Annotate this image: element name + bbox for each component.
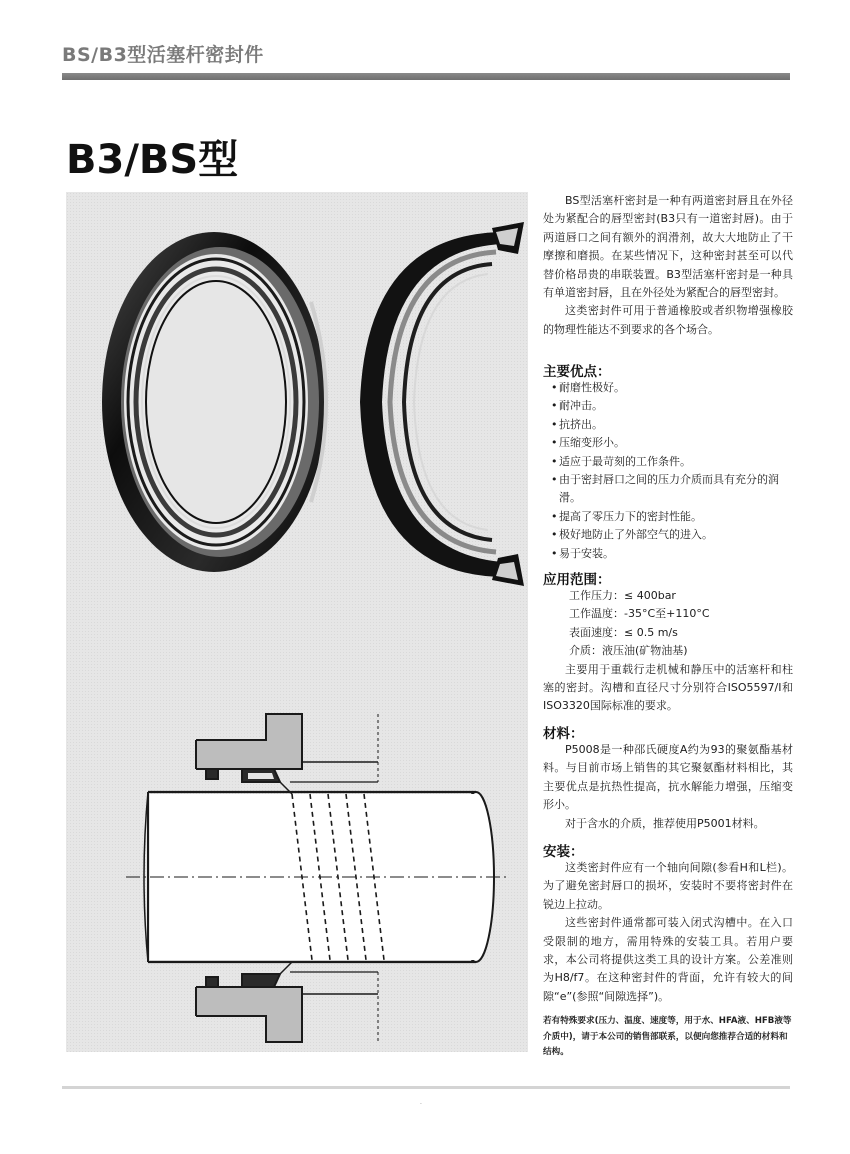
material-paragraph-2: 对于含水的介质，推荐使用P5001材料。 xyxy=(565,816,765,830)
installation-heading: 安装： xyxy=(543,844,584,860)
intro-paragraph-1: BS型活塞杆密封是一种有两道密封唇且在外径处为紧配合的唇型密封(B3只有一道密封唇)。由于两道唇口之间有额外的润滑剂，故大大地防止了干摩擦和磨损。在某些情况下，这种密封甚至可以代替价格昂贵的串联装置。B3型活塞杆密封是一种具有单道密封唇，且在外径处为紧配合的唇型密封。 xyxy=(543,194,793,300)
application-heading: 应用范围： xyxy=(543,572,611,588)
material-heading: 材料： xyxy=(543,726,584,742)
intro-paragraph-2: 这类密封件可用于普通橡胶或者织物增强橡胶的物理性能达不到要求的各个场合。 xyxy=(543,304,793,336)
working-temperature: 工作温度：-35°C至+110°C xyxy=(569,607,710,621)
advantage-item: • 耐磨性极好。 xyxy=(551,379,793,397)
working-medium: 介质：液压油(矿物油基) xyxy=(569,644,688,658)
advantages-list xyxy=(543,379,793,563)
special-requirements-note: 若有特殊要求(压力、温度、速度等，用于水、HFA液、HFB液等介质中)，请于本公司的销售部联系，以便向您推荐合适的材料和结构。 xyxy=(543,1016,792,1057)
installation-section xyxy=(543,859,793,1006)
advantage-item: • 适应于最苛刻的工作条件。 xyxy=(551,453,793,471)
header-divider xyxy=(62,73,790,80)
installation-paragraph-1: 这类密封件应有一个轴向间隙(参看H和L栏)。为了避免密封唇口的损坏，安装时不要将密封件在锐边上拉动。 xyxy=(543,861,793,911)
advantage-item: • 提高了零压力下的密封性能。 xyxy=(551,508,793,526)
page-title: B3/BS型 xyxy=(66,137,239,183)
installation-drawing xyxy=(126,714,506,1042)
advantage-item: • 易于安装。 xyxy=(551,545,793,563)
advantage-item: • 由于密封唇口之间的压力介质而具有充分的润滑。 xyxy=(551,471,793,508)
intro-section xyxy=(543,192,793,339)
material-paragraph-1: P5008是一种邵氏硬度A约为93的聚氨酯基材料。与目前市场上销售的其它聚氨酯材料相比，其主要优点是抗热性提高，抗水解能力增强，压缩变形小。 xyxy=(543,743,793,812)
product-figure-panel xyxy=(66,192,528,1052)
sectioned-seal xyxy=(360,222,524,586)
working-pressure: 工作压力：≤ 400bar xyxy=(569,589,676,602)
application-usage: 主要用于重载行走机械和静压中的活塞杆和柱塞的密封。沟槽和直径尺寸分别符合ISO5597/I和ISO3320国际标准的要求。 xyxy=(543,662,793,713)
application-section xyxy=(543,587,793,716)
seal-illustration xyxy=(66,192,528,1052)
footer-mark: · xyxy=(420,1101,422,1108)
page-header-title: BS/B3型活塞杆密封件 xyxy=(62,44,264,66)
advantage-item: • 抗挤出。 xyxy=(551,416,793,434)
advantage-item: • 极好地防止了外部空气的进入。 xyxy=(551,526,793,544)
advantage-item: • 压缩变形小。 xyxy=(551,434,793,452)
footer-divider xyxy=(62,1086,790,1089)
advantages-heading: 主要优点： xyxy=(543,364,611,380)
advantage-item: • 耐冲击。 xyxy=(551,397,793,415)
surface-speed: 表面速度：≤ 0.5 m/s xyxy=(569,625,678,639)
full-seal-ring xyxy=(102,232,326,572)
advantages-section xyxy=(543,379,793,563)
material-section xyxy=(543,741,793,833)
installation-paragraph-2: 这些密封件通常都可装入闭式沟槽中。在入口受限制的地方，需用特殊的安装工具。若用户要求，本公司将提供这类工具的设计方案。公差准则为H8/f7。在这种密封件的背面，允许有较大的间隙“e”(参照“间隙选择”)。 xyxy=(543,916,793,1003)
